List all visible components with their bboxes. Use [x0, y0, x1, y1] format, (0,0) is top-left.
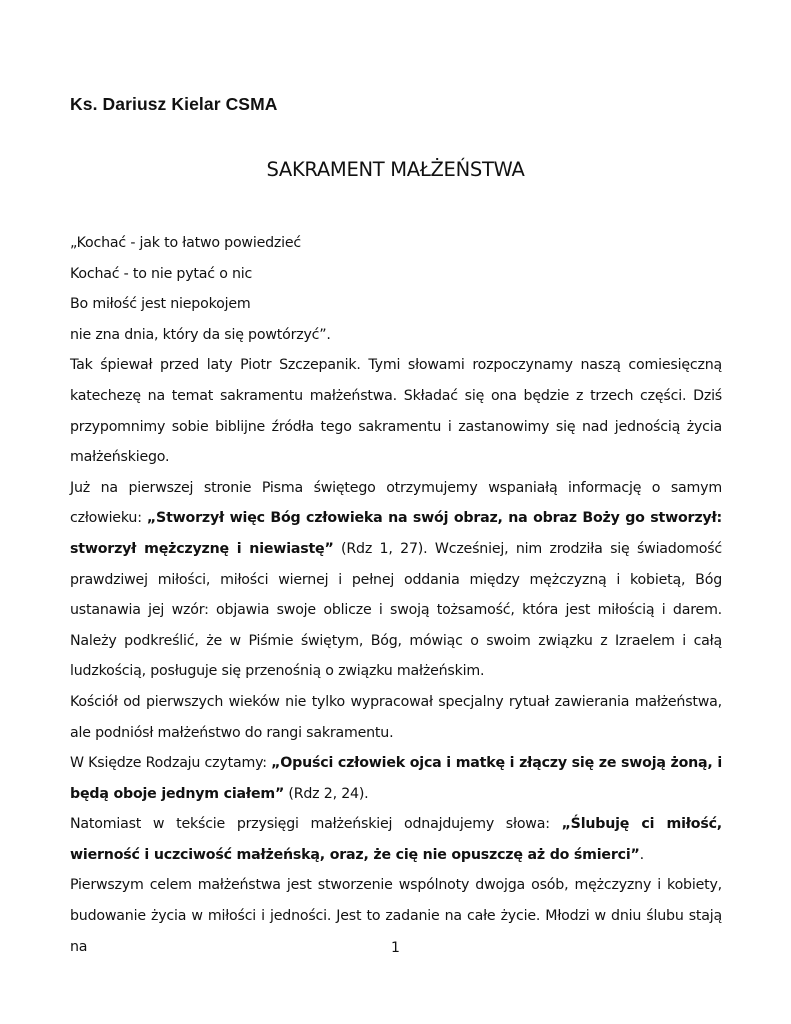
paragraph-4 [70, 748, 722, 809]
wedding-vow-quote: „Ślubuję ci miłość, wierność i uczciwość małżeńską, oraz, że cię nie opuszczę aż do śmierci” [70, 816, 722, 863]
document-body [70, 228, 722, 962]
document-title: SAKRAMENT MAŁŻEŃSTWA [266, 158, 525, 181]
bible-quote-genesis-2-24: „Opuści człowiek ojca i matkę i złączy się ze swoją żoną, i będą oboje jednym ciałem” [70, 755, 723, 802]
poem-line: nie zna dnia, który da się powtórzyć”. [70, 326, 331, 343]
paragraph-3: Kościół od pierwszych wieków nie tylko wypracował specjalny rytuał zawierania małżeństwa, ale podniósł małżeństwo do rangi sakramentu. [70, 693, 722, 741]
page-number: 1 [391, 940, 400, 956]
bible-quote-genesis-1-27: „Stworzył więc Bóg człowieka na swój obraz, na obraz Boży go stworzył: stworzył mężczyznę i niewiastę” [70, 510, 722, 557]
poem-line: Bo miłość jest niepokojem [70, 296, 251, 313]
paragraph-5-text: Natomiast w tekście przysięgi małżeńskiej odnajdujemy słowa: [70, 816, 562, 833]
paragraph-4-text: W Księdze Rodzaju czytamy: [70, 755, 272, 772]
author-name: Ks. Dariusz Kielar CSMA [70, 94, 278, 114]
paragraph-2-continuation: (Rdz 1, 27). Wcześniej, nim zrodziła się świadomość prawdziwej miłości, miłości wiernej i pełnej oddania między mężczyzną i kobietą, Bóg ustanawia jej wzór: objawia swoje oblicze i swoją tożsamość, która jest miłością i darem. Należy podkreślić, że w Piśmie świętym, Bóg, mówiąc o swoim związku z Izraelem i całą ludzkością, posługuje się przenośnią o związku małżeńskim. [70, 540, 722, 680]
paragraph-2 [70, 473, 722, 687]
paragraph-6: Pierwszym celem małżeństwa jest stworzenie wspólnoty dwojga osób, mężczyzny i kobiety, budowanie życia w miłości i jedności. Jest to zadanie na całe życie. Młodzi w dniu ślubu stają na [70, 877, 722, 955]
poem-line: „Kochać - jak to łatwo powiedzieć [70, 235, 302, 251]
paragraph-5 [70, 809, 722, 870]
poem-line: Kochać - to nie pytać o nic [70, 265, 253, 282]
paragraph-2-text: Już na pierwszej stronie Pisma świętego otrzymujemy wspaniałą informację o samym człowieku: [70, 479, 722, 527]
paragraph-1: Tak śpiewał przed laty Piotr Szczepanik. Tymi słowami rozpoczynamy naszą comiesięczną katechezę na temat sakramentu małżeństwa. Składać się ona będzie z trzech części. Dziś przypomnimy sobie biblijne źródła tego sakramentu i zastanowimy się nad jednością życia małżeńskiego. [70, 357, 722, 466]
paragraph-5-end: . [639, 846, 644, 863]
paragraph-4-reference: (Rdz 2, 24). [284, 785, 369, 802]
